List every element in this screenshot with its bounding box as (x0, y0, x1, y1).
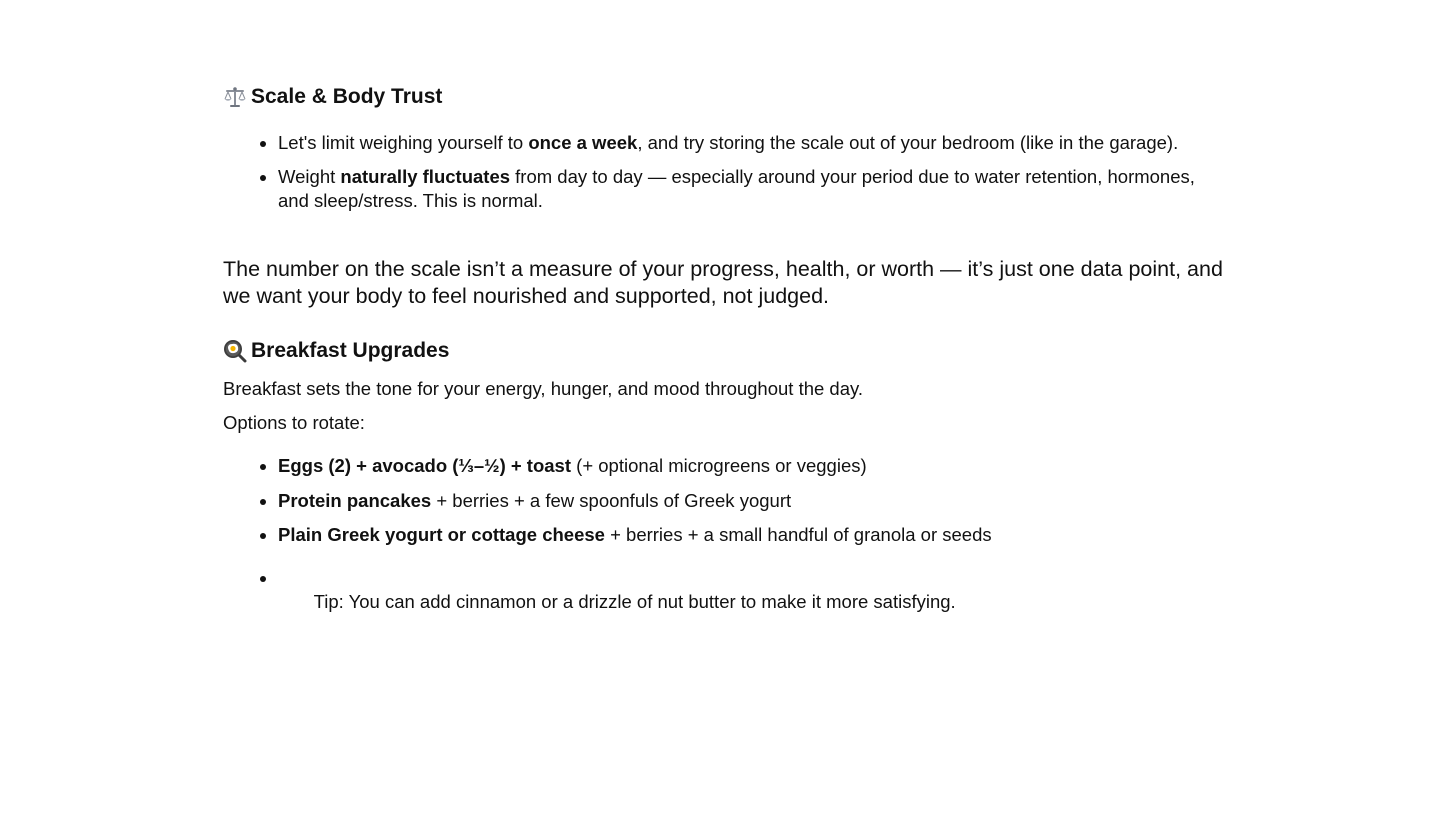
emphasis-text: once a week (528, 132, 638, 153)
scale-section-title: Scale & Body Trust (251, 85, 443, 108)
list-item (223, 566, 1223, 638)
tip-text: Tip: You can add cinnamon or a drizzle of nut butter to make it more satisfying. (308, 591, 956, 612)
scale-callout: The number on the scale isn’t a measure of your progress, health, or worth — it’s just one data point, and we want your body to feel nourished and supported, not judged. (223, 257, 1223, 308)
options-label: Options to rotate: (223, 412, 365, 433)
scale-section-heading (223, 83, 442, 111)
emphasis-text: naturally fluctuates (340, 166, 511, 187)
breakfast-section-title: Breakfast Upgrades (251, 339, 450, 362)
list-item: Let's limit weighing yourself to once a week, and try storing the scale out of your bedroom (like in the garage). (223, 131, 1223, 155)
emphasis-text: Protein pancakes (278, 489, 432, 511)
breakfast-options-list (223, 454, 1223, 547)
list-item: Eggs (2) + avocado (⅓–½) + toast (+ optional microgreens or veggies) (223, 454, 1223, 478)
emphasis-text: Eggs (2) + avocado (⅓–½) + toast (278, 455, 572, 476)
list-item: Protein pancakes + berries + a few spoonfuls of Greek yogurt (223, 489, 1223, 513)
balance-scale-icon (223, 85, 247, 109)
list-item: Weight naturally fluctuates from day to day — especially around your period due to water retention, hormones, and sleep/stress. This is normal. (223, 165, 1223, 213)
breakfast-section-heading (223, 337, 449, 365)
frying-pan-egg-icon (223, 339, 247, 363)
list-item: Plain Greek yogurt or cottage cheese + berries + a small handful of granola or seeds (223, 523, 1223, 547)
breakfast-intro-text: Breakfast sets the tone for your energy, hunger, and mood throughout the day. (223, 378, 864, 399)
tip-list (223, 566, 1223, 638)
emphasis-text: Plain Greek yogurt or cottage cheese (278, 524, 605, 545)
scale-bullet-list (223, 131, 1223, 213)
